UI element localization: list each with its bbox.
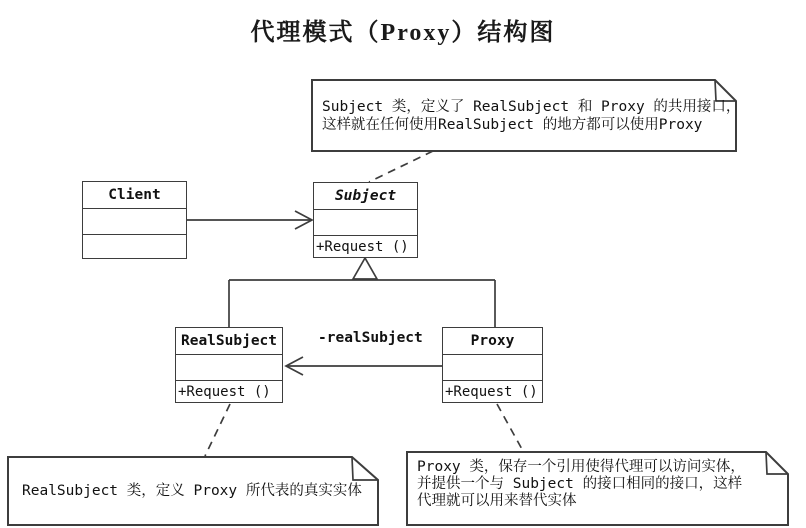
generalization-connector xyxy=(229,258,495,327)
proxy-note-line: 代理就可以用来替代实体 xyxy=(417,493,577,509)
class-proxy-methods: +Request () xyxy=(445,383,538,400)
subject-note-anchor-line xyxy=(369,151,433,182)
subject-note-line: Subject 类，定义了 RealSubject 和 Proxy 的共用接口， xyxy=(322,99,741,115)
proxy-note-text xyxy=(417,459,745,510)
class-realsubject-name: RealSubject xyxy=(176,328,282,355)
class-client xyxy=(82,181,187,259)
diagram-title: 代理模式（Proxy）结构图 xyxy=(250,20,556,46)
generalization-triangle-icon xyxy=(353,258,377,279)
proxy-note-anchor-line xyxy=(497,404,523,451)
class-proxy-name: Proxy xyxy=(443,328,542,355)
class-realsubject-attributes xyxy=(176,355,282,381)
class-subject xyxy=(313,182,418,258)
class-subject-name: Subject xyxy=(314,183,417,210)
class-client-methods xyxy=(83,235,186,258)
class-subject-methods: +Request () xyxy=(316,238,409,255)
subject-note-line: 这样就在任何使用RealSubject 的地方都可以使用Proxy xyxy=(322,117,703,133)
proxy-realsubject-association xyxy=(286,357,442,375)
class-client-attributes xyxy=(83,209,186,235)
association-role-label: -realSubject xyxy=(318,330,423,346)
class-proxy-attributes xyxy=(443,355,542,381)
proxy-note-line: 并提供一个与 Subject 的接口相同的接口，这样 xyxy=(417,476,743,492)
class-proxy xyxy=(442,327,543,403)
class-client-name: Client xyxy=(83,182,186,209)
subject-note-text xyxy=(322,98,740,134)
class-realsubject xyxy=(175,327,283,403)
realsubject-note-text xyxy=(22,482,362,500)
client-subject-association xyxy=(187,211,312,229)
realsubject-note-line: RealSubject 类，定义 Proxy 所代表的真实实体 xyxy=(22,483,362,499)
proxy-note-line: Proxy 类，保存一个引用使得代理可以访问实体， xyxy=(417,459,745,475)
class-realsubject-methods: +Request () xyxy=(178,383,271,400)
class-subject-attributes xyxy=(314,210,417,236)
realsubject-note-anchor-line xyxy=(205,404,230,456)
